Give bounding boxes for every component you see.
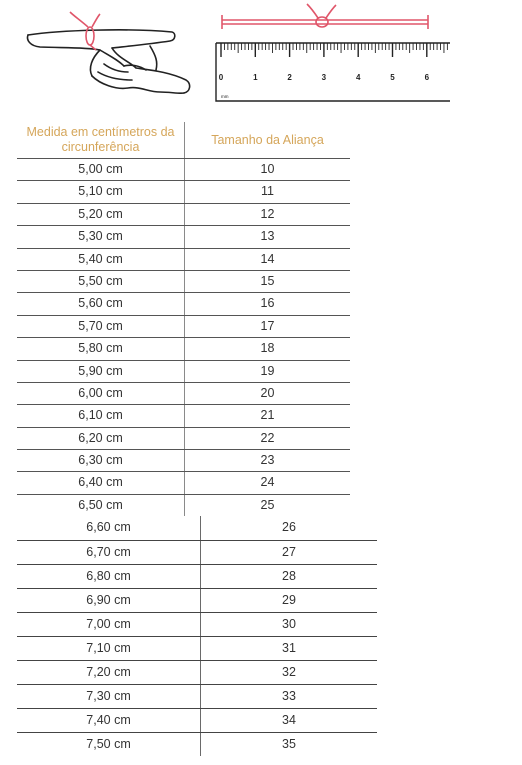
ring-size-cell: 13 bbox=[260, 229, 275, 244]
ring-size-cell: 27 bbox=[282, 545, 296, 559]
ring-size-cell: 34 bbox=[282, 713, 296, 727]
measure-cell: 6,20 cm bbox=[17, 428, 185, 449]
measure-cell: 5,00 cm bbox=[17, 159, 185, 180]
table-row bbox=[17, 660, 377, 684]
ring-size-cell: 20 bbox=[260, 385, 275, 400]
table-row bbox=[17, 382, 350, 404]
table-body bbox=[17, 516, 377, 756]
ring-size-cell: 11 bbox=[261, 184, 274, 199]
measure-cell: 6,60 cm bbox=[17, 516, 201, 540]
table-row bbox=[17, 360, 350, 382]
measure-cell: 6,90 cm bbox=[17, 589, 201, 612]
table-row bbox=[17, 248, 350, 270]
ruler-tick-label: 2 bbox=[287, 73, 292, 82]
ring-size-cell: 35 bbox=[282, 737, 296, 751]
table-row bbox=[17, 540, 377, 564]
string-on-ruler-icon bbox=[222, 4, 428, 29]
table-row bbox=[17, 471, 350, 493]
measure-cell: 7,20 cm bbox=[17, 661, 201, 684]
table-row bbox=[17, 225, 350, 247]
measure-cell: 7,10 cm bbox=[17, 637, 201, 660]
ruler-tick-label: 3 bbox=[321, 73, 327, 82]
ring-size-cell: 15 bbox=[260, 273, 275, 288]
measure-cell: 5,50 cm bbox=[17, 271, 185, 292]
table-row bbox=[17, 564, 377, 588]
table-row bbox=[17, 404, 350, 426]
measure-cell: 6,80 cm bbox=[17, 565, 201, 588]
ring-size-cell: 14 bbox=[260, 251, 275, 266]
table-row bbox=[17, 494, 350, 516]
hand-illustration bbox=[28, 30, 190, 93]
table-row bbox=[17, 427, 350, 449]
ring-size-cell: 12 bbox=[260, 206, 275, 221]
ring-size-cell: 24 bbox=[260, 475, 275, 490]
table-row bbox=[17, 684, 377, 708]
ruler-unit-label: mm bbox=[221, 94, 229, 99]
ring-size-cell: 26 bbox=[282, 520, 296, 534]
table-row bbox=[17, 292, 350, 314]
ruler-tick-label: 5 bbox=[390, 73, 395, 82]
table-row bbox=[17, 158, 350, 180]
ring-size-cell: 18 bbox=[260, 341, 275, 356]
measure-cell: 5,30 cm bbox=[17, 226, 185, 247]
ring-size-cell: 29 bbox=[282, 593, 296, 607]
measure-cell: 6,50 cm bbox=[17, 495, 185, 516]
measure-cell: 7,50 cm bbox=[17, 733, 201, 756]
table-row bbox=[17, 612, 377, 636]
table-row bbox=[17, 270, 350, 292]
table-header bbox=[17, 122, 350, 158]
measure-cell: 5,20 cm bbox=[17, 204, 185, 225]
ruler-tick-label: 0 bbox=[218, 73, 224, 82]
table-row bbox=[17, 449, 350, 471]
measure-cell: 5,10 cm bbox=[17, 181, 185, 202]
ring-size-cell: 16 bbox=[260, 296, 275, 311]
ruler-tick-label: 1 bbox=[253, 73, 258, 82]
ring-size-cell: 28 bbox=[282, 569, 296, 583]
table-body bbox=[17, 158, 350, 516]
size-table-primary bbox=[17, 122, 350, 516]
measure-cell: 6,40 cm bbox=[17, 472, 185, 493]
measure-cell: 5,40 cm bbox=[17, 249, 185, 270]
measure-cell: 5,70 cm bbox=[17, 316, 185, 337]
measure-cell: 5,80 cm bbox=[17, 338, 185, 359]
ring-size-cell: 19 bbox=[260, 363, 275, 378]
size-table-secondary bbox=[17, 516, 377, 756]
measure-cell: 7,30 cm bbox=[17, 685, 201, 708]
ruler-illustration bbox=[216, 43, 450, 101]
measure-cell: 7,40 cm bbox=[17, 709, 201, 732]
measure-cell: 5,60 cm bbox=[17, 293, 185, 314]
table-row bbox=[17, 203, 350, 225]
ring-size-cell: 22 bbox=[260, 430, 275, 445]
measurement-illustration bbox=[0, 0, 522, 115]
measure-cell: 5,90 cm bbox=[17, 361, 185, 382]
ring-size-cell: 25 bbox=[260, 497, 275, 512]
ring-size-cell: 31 bbox=[282, 641, 296, 655]
ring-size-cell: 33 bbox=[282, 689, 296, 703]
table-row bbox=[17, 636, 377, 660]
measure-cell: 6,10 cm bbox=[17, 405, 185, 426]
ring-size-cell: 21 bbox=[260, 408, 275, 423]
measure-cell: 7,00 cm bbox=[17, 613, 201, 636]
ring-size-cell: 23 bbox=[260, 453, 275, 468]
header-measure: Medida em centímetros da circunferência bbox=[17, 122, 185, 158]
table-row bbox=[17, 516, 377, 540]
ruler-tick-label: 4 bbox=[355, 73, 361, 82]
measure-cell: 6,70 cm bbox=[17, 541, 201, 564]
measure-cell: 6,00 cm bbox=[17, 383, 185, 404]
table-row bbox=[17, 732, 377, 756]
measure-cell: 6,30 cm bbox=[17, 450, 185, 471]
ring-size-cell: 30 bbox=[282, 617, 296, 631]
table-row bbox=[17, 708, 377, 732]
table-row bbox=[17, 588, 377, 612]
table-row bbox=[17, 180, 350, 202]
ring-size-cell: 17 bbox=[260, 318, 275, 333]
header-ring-size: Tamanho da Aliança bbox=[211, 133, 324, 147]
ring-size-cell: 32 bbox=[282, 665, 296, 679]
table-row bbox=[17, 337, 350, 359]
ruler-tick-label: 6 bbox=[424, 73, 430, 82]
table-row bbox=[17, 315, 350, 337]
ring-size-cell: 10 bbox=[260, 162, 275, 176]
